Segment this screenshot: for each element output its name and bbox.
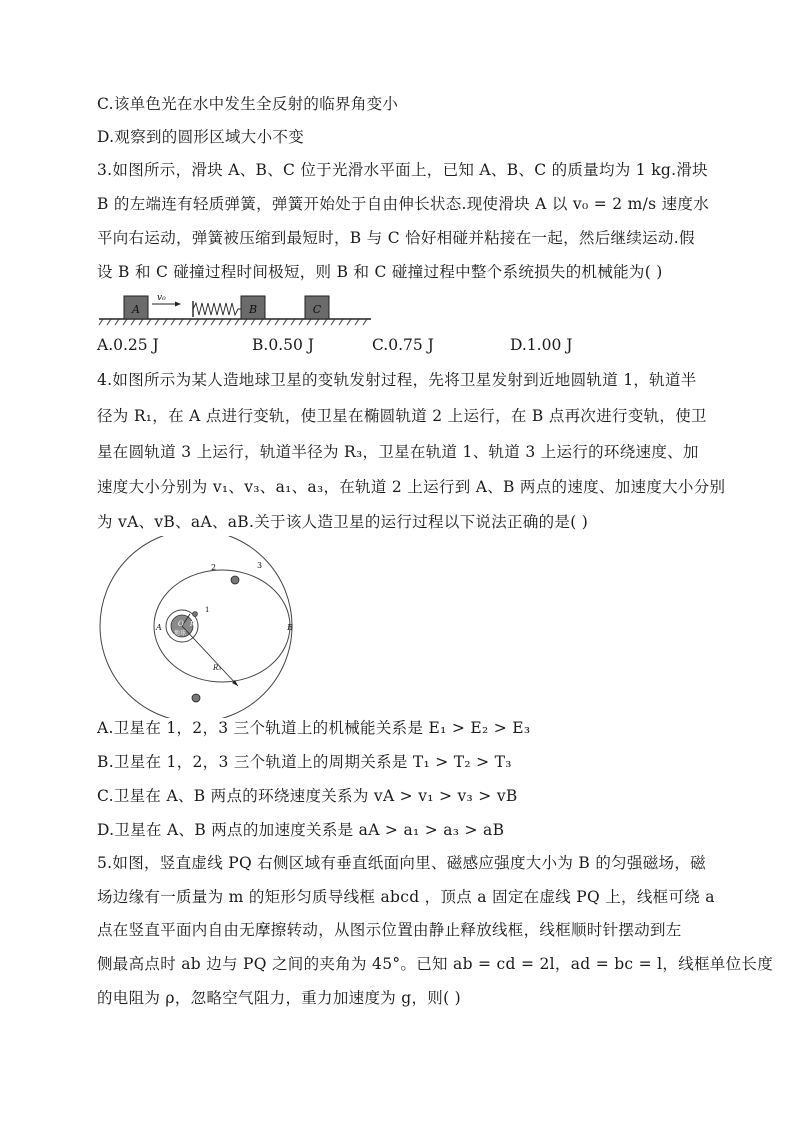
q4-stem-line-2: 径为 R₁，在 A 点进行变轨，使卫星在椭圆轨道 2 上运行，在 B 点再次进行变轨，使卫 bbox=[97, 407, 707, 425]
r1-label: R₁ bbox=[190, 621, 197, 628]
q4-option-b: B.卫星在 1，2，3 三个轨道上的周期关系是 T₁ > T₂ > T₃ bbox=[97, 753, 512, 771]
q3-stem-line-2: B 的左端连有轻质弹簧，弹簧开始处于自由伸长状态.现使滑块 A 以 v₀ = 2 m/s 速度水 bbox=[97, 195, 710, 213]
q5-stem-line-1: 5.如图，竖直虚线 PQ 右侧区域有垂直纸面向里、磁感应强度大小为 B 的匀强磁场，磁 bbox=[97, 854, 706, 872]
q2-option-c: C.该单色光在水中发生全反射的临界角变小 bbox=[97, 95, 399, 113]
q3-option-c: C.0.75 J bbox=[372, 336, 434, 354]
q4-stem-line-5: 为 vA、vB、aA、aB.关于该人造卫星的运行过程以下说法正确的是( ) bbox=[97, 513, 589, 531]
q3-stem-line-1: 3.如图所示，滑块 A、B、C 位于光滑水平面上，已知 A、B、C 的质量均为 1 kg.滑块 bbox=[97, 161, 708, 179]
ground-hatching bbox=[99, 319, 367, 325]
orbit-2-label: 2 bbox=[211, 563, 217, 572]
block-a-label: A bbox=[132, 303, 140, 316]
radius-r3 bbox=[182, 626, 238, 686]
satellite-orbit-2 bbox=[231, 576, 239, 584]
q3-option-a: A.0.25 J bbox=[97, 336, 159, 354]
q4-option-d: D.卫星在 A、B 两点的加速度关系是 aA > a₁ > a₃ > aB bbox=[97, 821, 505, 839]
q3-stem-line-3: 平向右运动，弹簧被压缩到最短时，B 与 C 恰好相碰并粘接在一起，然后继续运动.假 bbox=[97, 229, 695, 247]
q4-stem-line-4: 速度大小分别为 v₁、v₃、a₁、a₃，在轨道 2 上运行到 A、B 两点的速度、加速度大小分别 bbox=[97, 478, 726, 496]
orbit-1-label: 1 bbox=[205, 606, 210, 614]
q3-stem-line-4: 设 B 和 C 碰撞过程时间极短，则 B 和 C 碰撞过程中整个系统损失的机械能为( ) bbox=[97, 263, 663, 281]
q4-stem-line-3: 星在圆轨道 3 上运行，轨道半径为 R₃，卫星在轨道 1、轨道 3 上运行的环绕速度、加 bbox=[97, 443, 699, 461]
spring bbox=[193, 303, 241, 315]
q5-stem-line-3: 点在竖直平面内自由无摩擦转动，从图示位置由静止释放线框，线框顺时针摆动到左 bbox=[97, 921, 682, 939]
velocity-label: v₀ bbox=[157, 293, 166, 303]
point-b-label: B bbox=[287, 623, 293, 632]
q4-option-a: A.卫星在 1，2，3 三个轨道上的机械能关系是 E₁ > E₂ > E₃ bbox=[97, 719, 531, 737]
earth-label: 地球 bbox=[174, 630, 187, 637]
q4-orbit-figure bbox=[98, 536, 298, 718]
r3-label: R₃ bbox=[213, 664, 222, 672]
q4-option-c: C.卫星在 A、B 两点的环绕速度关系为 vA > v₁ > v₃ > vB bbox=[97, 787, 518, 805]
q5-stem-line-5: 的电阻为 ρ，忽略空气阻力，重力加速度为 g，则( ) bbox=[97, 989, 462, 1007]
q5-stem-line-2: 场边缘有一质量为 m 的矩形匀质导线框 abcd ，顶点 a 固定在虚线 PQ 上，线框可绕 a bbox=[97, 888, 715, 906]
satellite-orbit-3 bbox=[192, 694, 200, 702]
q3-option-d: D.1.00 J bbox=[510, 336, 573, 354]
q5-stem-line-4: 侧最高点时 ab 边与 PQ 之间的夹角为 45°。已知 ab = cd = 2l，ad = bc = l，线框单位长度 bbox=[97, 955, 774, 973]
block-c-label: C bbox=[312, 303, 322, 316]
q3-figure bbox=[95, 290, 375, 330]
velocity-arrow-head bbox=[175, 302, 181, 307]
q2-option-d: D.观察到的圆形区域大小不变 bbox=[97, 128, 305, 146]
q4-stem-line-1: 4.如图所示为某人造地球卫星的变轨发射过程，先将卫星发射到近地圆轨道 1，轨道半 bbox=[97, 371, 697, 389]
orbit-3-label: 3 bbox=[257, 561, 263, 570]
point-a-label: A bbox=[156, 623, 162, 632]
q3-option-b: B.0.50 J bbox=[252, 336, 314, 354]
center-o-label: O bbox=[178, 620, 184, 628]
block-b-label: B bbox=[248, 303, 258, 316]
satellite-orbit-1 bbox=[193, 612, 198, 617]
